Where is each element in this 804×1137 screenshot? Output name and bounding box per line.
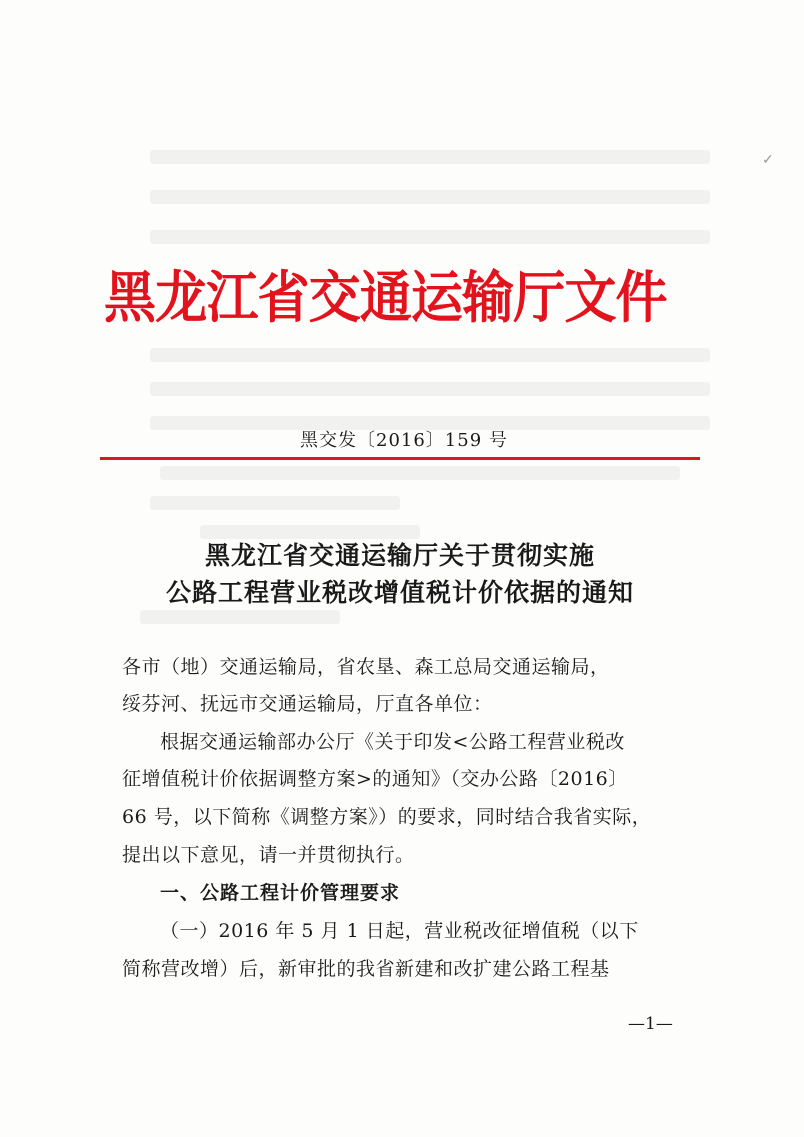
notice-title-line-2: 公路工程营业税改增值税计价依据的通知 — [165, 578, 634, 607]
document-number: 黑交发〔2016〕159 号 — [300, 430, 508, 451]
addressee-line: 绥芬河、抚远市交通运输局，厅直各单位： — [122, 693, 493, 715]
section-heading: 一、公路工程计价管理要求 — [160, 882, 401, 904]
bleed-through-line — [160, 466, 680, 480]
bleed-through-line — [150, 496, 400, 510]
paragraph-line: 简称营改增）后，新审批的我省新建和改扩建公路工程基 — [122, 958, 610, 980]
paragraph-line: 根据交通运输部办公厅《关于印发<公路工程营业税改 — [160, 731, 625, 753]
bleed-through-line — [150, 230, 710, 244]
bleed-through-line — [150, 382, 710, 396]
notice-title-line-1: 黑龙江省交通运输厅关于贯彻实施 — [204, 541, 595, 570]
paragraph-line: 66 号，以下简称《调整方案》）的要求，同时结合我省实际， — [122, 806, 652, 828]
issuing-authority-title: 黑龙江省交通运输厅文件 — [104, 265, 667, 331]
red-divider-line — [100, 457, 700, 460]
paragraph-line: （一）2016 年 5 月 1 日起，营业税改征增值税（以下 — [160, 920, 639, 942]
page-number: —1— — [628, 1014, 673, 1034]
addressee-line: 各市（地）交通运输局，省农垦、森工总局交通运输局， — [122, 656, 610, 678]
bleed-through-line — [150, 150, 710, 164]
paragraph-line: 征增值税计价依据调整方案>的通知》（交办公路〔2016〕 — [122, 768, 628, 790]
fold-mark: ✓ — [762, 152, 774, 168]
bleed-through-line — [150, 348, 710, 362]
paragraph-line: 提出以下意见，请一并贯彻执行。 — [122, 844, 415, 866]
bleed-through-line — [200, 525, 420, 539]
bleed-through-line — [140, 610, 340, 624]
bleed-through-line — [150, 190, 710, 204]
